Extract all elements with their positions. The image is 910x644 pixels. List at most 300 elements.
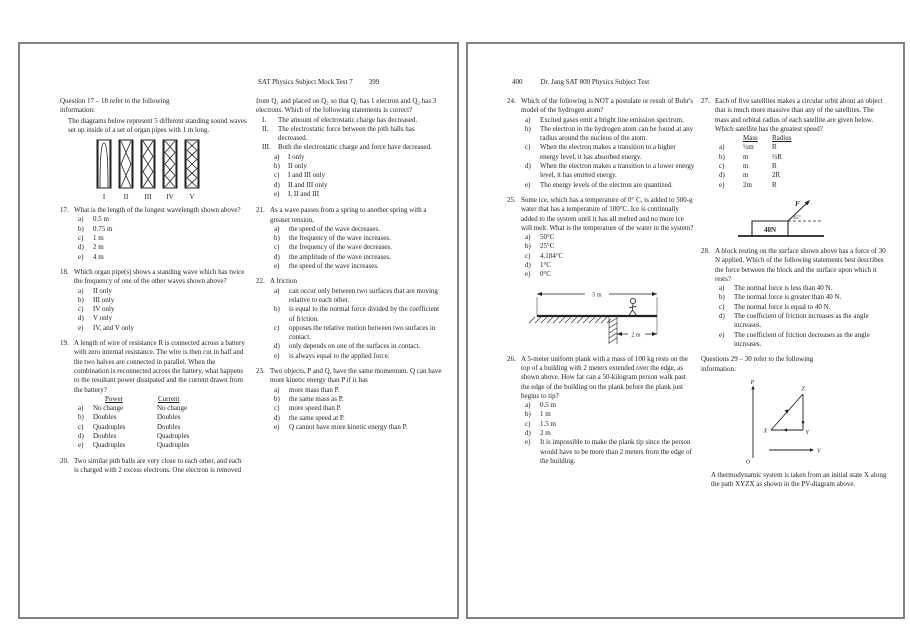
pipe-5 (185, 140, 199, 188)
option-label: c) (78, 422, 84, 431)
v-axis (769, 448, 822, 454)
option-row (74, 243, 247, 252)
option-label: a) (78, 286, 84, 295)
question-stem: As a wave passes from a spring to another spring with a greaser tension, (270, 206, 427, 224)
option-text: The coefficient of friction increases as the angle increases. (734, 312, 869, 330)
option-row (521, 181, 695, 190)
option-row (521, 162, 695, 181)
option-row (270, 404, 443, 413)
option-label: c) (274, 171, 280, 180)
question-body (270, 206, 443, 271)
ref-29-30-line-2: information: (701, 364, 736, 373)
option-row (270, 414, 443, 423)
option-text: the same speed at P. (289, 413, 345, 422)
option-radius: ½R (772, 152, 782, 161)
option-row (521, 233, 695, 242)
option-label: d) (274, 180, 280, 189)
question-number: 28. (701, 246, 710, 255)
page-left (18, 42, 459, 619)
option-label: d) (274, 413, 280, 422)
option-label: e) (274, 351, 280, 360)
pipe-label-1: I (102, 193, 106, 202)
option-row (74, 404, 247, 413)
intro-line-1: Question 17 – 18 refer to the following (60, 97, 170, 105)
pipe-2 (119, 140, 133, 188)
option-text: III only (93, 295, 115, 304)
option-label: c) (525, 419, 531, 428)
option-text: When the electron makes a transition to a lower energy level, it has emitted energy. (540, 162, 695, 180)
statement-label: I. (262, 115, 267, 124)
table-col-header-power: Power (105, 394, 123, 403)
option-mass: m (743, 171, 749, 180)
option-label: c) (719, 302, 725, 311)
question-stem: A friction (270, 277, 298, 286)
option-row (521, 410, 695, 419)
statement-row (256, 143, 443, 152)
option-text: Q cannot have more kinetic energy than P. (289, 422, 408, 431)
question-body (715, 247, 889, 349)
option-row (270, 423, 443, 432)
origin-label: O (746, 459, 751, 466)
option-row (74, 305, 247, 314)
building-roof-hatch (529, 317, 611, 323)
option-row (715, 181, 889, 190)
option-text: 25°C (540, 242, 555, 251)
option-label: e) (78, 441, 84, 450)
option-label: d) (719, 171, 725, 180)
option-row (521, 125, 695, 144)
option-power: Quadruples (93, 441, 126, 450)
option-text: the speed of the wave increases. (289, 262, 379, 271)
option-label: d) (78, 314, 84, 323)
option-label: e) (78, 252, 84, 261)
stick-figure (629, 298, 637, 315)
intro-line-2: information: (60, 106, 95, 115)
option-row (521, 438, 695, 466)
option-label: e) (525, 438, 531, 447)
option-label: c) (274, 404, 280, 413)
option-current: No change (157, 404, 188, 413)
option-row (521, 261, 695, 270)
option-text: 4 m (93, 252, 104, 261)
option-label: a) (274, 385, 280, 394)
intro-body: The diagrams below represent 5 different standing sound waves set up inside of a set of organ pipes with 1 m long. (68, 116, 247, 134)
question-20-continuation: from Q₁ and placed on Q₂ so that Q₁ has 1 electron and Q₂ has 3 electrons. Which of the following statements is correct? (256, 97, 437, 115)
left-page-columns (20, 97, 443, 481)
question-stem: Each of five satellites makes a circular orbit about an object that is much more massive than any of the satellites. The mass and orbital radius of each satellite are given below. Which satellite has the greatest speed? (715, 97, 883, 133)
question-19 (60, 339, 247, 451)
question-stem: Two objects, P and Q, have the same momentum. Q can have more kinetic energy than P if it has (270, 367, 442, 385)
state-y-label: Y (805, 429, 809, 436)
statement-row (256, 116, 443, 125)
option-label: a) (525, 115, 531, 124)
option-label: a) (78, 215, 84, 224)
option-row (74, 441, 247, 450)
table-col-header-radius: Radius (772, 134, 792, 143)
option-text: 0.75 m (93, 224, 113, 233)
option-row (256, 153, 443, 162)
option-row (521, 429, 695, 438)
question-24 (507, 97, 695, 190)
option-text: 1 m (93, 234, 104, 243)
option-text: 50°C (540, 233, 555, 242)
option-power: No change (93, 404, 124, 413)
option-row (74, 225, 247, 234)
option-label: a) (78, 404, 84, 413)
option-label: d) (274, 252, 280, 261)
option-label: e) (274, 262, 280, 271)
option-current: Doubles (157, 422, 181, 431)
option-row (270, 234, 443, 243)
running-title: Dr. Jang SAT 800 Physics Subject Test (540, 78, 650, 86)
option-label: a) (274, 286, 280, 295)
question-stem: A 5-meter uniform plank with a mass of 100 kg rests on the top of a building with 2 meters extended over the edge, as shown above. How far can a 50-kilogram person walk past the edge of the building on the plank before the plank just begins to tip? (521, 354, 688, 400)
option-text: IV, and V only (93, 323, 134, 332)
page-number: 400 (512, 78, 523, 86)
pv-diagram-figure (739, 378, 824, 468)
option-row (270, 243, 443, 252)
option-label: c) (78, 305, 84, 314)
option-text: 4.184°C (540, 251, 564, 260)
option-row (270, 324, 443, 343)
option-radius: R (772, 162, 777, 171)
dimension-5m (537, 292, 657, 316)
page-right (466, 42, 905, 619)
option-row (74, 314, 247, 323)
option-row (521, 270, 695, 279)
option-label: b) (78, 413, 84, 422)
question-body (715, 97, 889, 190)
option-label: b) (525, 242, 531, 251)
option-text: 0.5 m (540, 401, 556, 410)
option-current: Quadruples (157, 432, 190, 441)
option-row (715, 312, 889, 331)
question-body (270, 367, 443, 432)
option-row (74, 287, 247, 296)
option-label: a) (525, 233, 531, 242)
option-label: d) (78, 243, 84, 252)
option-text: can occur only between two surfaces that are moving relative to each other. (289, 286, 438, 304)
answer-table-header (715, 134, 889, 143)
building-wall-hatch (609, 317, 617, 344)
option-row (256, 181, 443, 190)
question-18 (60, 268, 247, 333)
option-label: d) (525, 162, 531, 171)
option-text: the frequency of the wave increases. (289, 234, 391, 243)
question-body (521, 97, 695, 190)
option-text: 1°C (540, 261, 551, 270)
option-text: the same mass as P. (289, 394, 344, 403)
option-text: the speed of the wave decreases. (289, 224, 380, 233)
option-text: The coefficient of friction decreases as the angle increases. (734, 330, 870, 348)
option-text: When the electron makes a transition to a higher energy level, it has absorbed energy. (540, 143, 676, 161)
v-axis-label: V (817, 448, 821, 455)
option-label: b) (78, 295, 84, 304)
option-label: b) (274, 394, 280, 403)
option-label: b) (719, 293, 725, 302)
pipe-4 (163, 140, 177, 188)
statement-text: The electrostatic force between the pith balls has decreased. (278, 124, 415, 143)
option-text: The normal force is equal to 40 N. (734, 302, 831, 311)
option-label: c) (274, 323, 280, 332)
table-col-header-mass: Mass (743, 134, 758, 143)
left-column-2 (256, 97, 443, 481)
left-column-1 (60, 97, 247, 481)
statement-text: The amount of electrostatic charge has decreased. (278, 115, 418, 124)
question-number: 17. (60, 206, 69, 215)
option-label: a) (525, 401, 531, 410)
state-z-label: Z (801, 386, 805, 393)
question-stem: Which of the following is NOT a postulate or result of Bohr's model of the hydrogen atom? (521, 97, 694, 115)
option-row (256, 162, 443, 171)
question-body (74, 339, 247, 451)
option-text: Excited gases emit a bright line emission spectrum. (540, 115, 684, 124)
option-text: 1 m (540, 410, 551, 419)
dimension-2m (617, 316, 657, 339)
page-right-header (512, 78, 649, 86)
ref-29-30-line-1: Questions 29 – 30 refer to the following (701, 355, 814, 364)
option-row (270, 352, 443, 361)
option-text: more speed than P. (289, 404, 342, 413)
question-stem: A block resting on the surface shown above has a force of 30 N applied. Which of the following statements best describes the force between the block and the surface upon which it rests? (715, 246, 886, 283)
cycle-path (771, 394, 805, 432)
option-row (270, 305, 443, 324)
option-row (270, 253, 443, 262)
option-row (270, 287, 443, 306)
question-body (521, 355, 695, 467)
option-text: II only (288, 162, 307, 171)
option-mass: m (743, 152, 749, 161)
option-row (521, 252, 695, 261)
option-text: the frequency of the wave decreases. (289, 243, 393, 252)
option-label: d) (525, 429, 531, 438)
right-column-2 (701, 97, 889, 489)
statement-label: II. (262, 124, 269, 133)
option-row (715, 303, 889, 312)
question-number: 22. (256, 277, 265, 286)
statement-label: III. (262, 143, 271, 152)
option-row (74, 296, 247, 305)
option-row (74, 234, 247, 243)
option-label: b) (525, 410, 531, 419)
option-text: IV only (93, 305, 115, 314)
question-17 (60, 206, 247, 262)
option-label: d) (719, 312, 725, 321)
option-row (521, 401, 695, 410)
option-row (74, 413, 247, 422)
option-mass: 2m (743, 180, 752, 189)
option-row (521, 242, 695, 251)
option-text: opposes the relative motion between two surfaces in contact. (289, 323, 436, 342)
option-text: II only (93, 286, 112, 295)
pv-diagram-caption: A thermodynamic system is taken from an initial state X along the path XYZX as shown in the PV-diagram above. (711, 470, 887, 489)
pipe-label-4: IV (166, 193, 174, 202)
option-label: c) (719, 162, 725, 171)
table-col-header-current: Current (158, 394, 180, 403)
question-stem: A length of wire of resistance R is connected across a battery with zero internal resistance. The wire is then cut in half and the two halves are connected in parallel. When the combination is reconnected across the battery, what happens to the resultant power dissipated and the current drawn from the battery? (74, 339, 245, 394)
option-row (715, 153, 889, 162)
option-text: only depends on one of the surfaces in contact. (289, 342, 421, 351)
option-label: c) (525, 251, 531, 260)
option-text: V only (93, 314, 113, 323)
p-axis (746, 380, 755, 466)
option-text: The normal force is greater than 40 N. (734, 293, 842, 302)
option-label: a) (719, 284, 725, 293)
option-text: The normal force is less than 40 N. (734, 284, 833, 293)
question-number: 27. (701, 97, 710, 105)
option-row (270, 395, 443, 404)
option-label: d) (274, 342, 280, 351)
option-radius: R (772, 180, 777, 189)
option-text: 1.5 m (540, 419, 556, 428)
option-row (74, 215, 247, 224)
option-text: The energy levels of the electron are quantized. (540, 180, 673, 189)
question-number: 23. (256, 367, 265, 376)
option-row (715, 284, 889, 293)
question-21 (256, 206, 443, 271)
option-row (256, 171, 443, 180)
option-row (270, 386, 443, 395)
option-text: more mass than P. (289, 385, 340, 394)
option-text: is always equal to the applied force. (289, 351, 390, 360)
option-label: e) (274, 189, 280, 198)
option-row (521, 420, 695, 429)
option-row (521, 116, 695, 125)
option-label: c) (274, 243, 280, 252)
option-text: II and III only (288, 180, 328, 189)
pipe-label-5: V (189, 193, 195, 202)
question-stem: What is the length of the longest wavelength shown above? (74, 206, 241, 215)
overhang-length-label: 2 m (631, 332, 641, 339)
question-20 (60, 457, 247, 476)
option-label: c) (525, 143, 531, 152)
question-number: 20. (60, 456, 69, 465)
option-power: Doubles (93, 432, 117, 441)
option-mass: ½m (743, 143, 754, 152)
plank-length-label: 5 m (592, 292, 602, 299)
option-current: Quadruples (157, 441, 190, 450)
question-number: 24. (507, 97, 516, 105)
question-stem: Some ice, which has a temperature of 0° C, is added to 500-g water that has a temperature of 100°C. Ice is continually added to the system until it has all melted and no more ice will melt. What is the temperature of the water in the system? (521, 195, 694, 232)
question-number: 19. (60, 339, 69, 348)
option-label: e) (719, 180, 725, 189)
option-radius: R (772, 143, 777, 152)
question-body (521, 196, 695, 280)
question-body (74, 268, 247, 333)
question-28 (701, 247, 889, 349)
option-label: b) (719, 152, 725, 161)
statement-row (256, 125, 443, 144)
question-stem: Which organ pipe(s) shows a standing wave which has twice the frequency of one of the other waves shown above? (74, 267, 245, 286)
option-row (715, 162, 889, 171)
option-label: b) (78, 224, 84, 233)
question-number: 18. (60, 267, 69, 276)
option-label: b) (525, 124, 531, 133)
page-number: 399 (368, 78, 380, 86)
option-radius: 2R (772, 171, 781, 180)
pipe-1 (97, 140, 111, 188)
option-text: is equal to the normal force divided by the coefficient of friction. (289, 305, 440, 323)
option-label: e) (274, 422, 280, 431)
option-mass: m (743, 162, 749, 171)
pipe-label-3: III (144, 193, 152, 202)
option-text: 0.5 m (93, 215, 109, 224)
right-column-1 (507, 97, 695, 489)
running-title: SAT Physics Subject Mock Test 7 (258, 78, 353, 86)
question-number: 26. (507, 354, 516, 363)
option-text: I, II and III (288, 189, 320, 198)
option-row (715, 331, 889, 350)
option-text: 2 m (93, 243, 104, 252)
block-on-surface-figure (736, 196, 826, 242)
option-row (715, 143, 889, 152)
option-row (74, 432, 247, 441)
plank-figure (525, 286, 667, 350)
p-axis-label: P (750, 379, 755, 386)
question-stem: Two similar pith balls are very close to each other, and each is charged with 2 excess electrons. One electron is removed (74, 456, 242, 474)
question-body (74, 206, 247, 262)
pipe-label-2: II (123, 193, 129, 202)
option-label: b) (274, 234, 280, 243)
state-x-label: X (763, 428, 768, 435)
question-body (270, 277, 443, 361)
option-label: e) (525, 270, 531, 279)
question-number: 21. (256, 206, 265, 215)
statement-text: Both the electrostatic charge and force have decreased. (278, 143, 432, 152)
option-text: It is impossible to make the plank tip since the person would have to be more than 2 meters from the edge of the building. (540, 438, 692, 465)
option-text: I only (288, 152, 305, 161)
option-label: e) (78, 323, 84, 332)
block-weight-label: 40N (763, 225, 777, 234)
option-row (270, 225, 443, 234)
option-row (270, 262, 443, 271)
right-page-columns (468, 97, 889, 489)
option-row (715, 171, 889, 180)
question-22 (256, 277, 443, 361)
question-27 (701, 97, 889, 190)
pipe-3 (141, 140, 155, 188)
option-row (256, 190, 443, 199)
option-text: 0°C (540, 270, 551, 279)
option-row (715, 293, 889, 302)
option-label: a) (274, 224, 280, 233)
option-label: e) (719, 330, 725, 339)
option-row (74, 324, 247, 333)
option-label: c) (78, 234, 84, 243)
question-number: 25. (507, 195, 516, 204)
question-23 (256, 367, 443, 432)
option-row (74, 253, 247, 262)
option-label: a) (274, 152, 280, 161)
option-text: the amplitude of the wave increases. (289, 252, 391, 261)
option-label: b) (274, 305, 280, 314)
question-25 (507, 196, 695, 280)
option-row (270, 342, 443, 351)
page-left-header (258, 78, 379, 86)
option-power: Doubles (93, 413, 117, 422)
option-row (74, 423, 247, 432)
option-label: d) (525, 261, 531, 270)
option-label: e) (525, 180, 531, 189)
force-label: F (795, 199, 800, 208)
option-label: b) (274, 162, 280, 171)
angle-label: 45° (793, 214, 801, 221)
option-text: I and III only (288, 171, 326, 180)
option-text: 2 m (540, 429, 551, 438)
option-power: Quadruples (93, 422, 126, 431)
question-body (74, 457, 247, 476)
organ-pipes-figure (93, 138, 203, 201)
